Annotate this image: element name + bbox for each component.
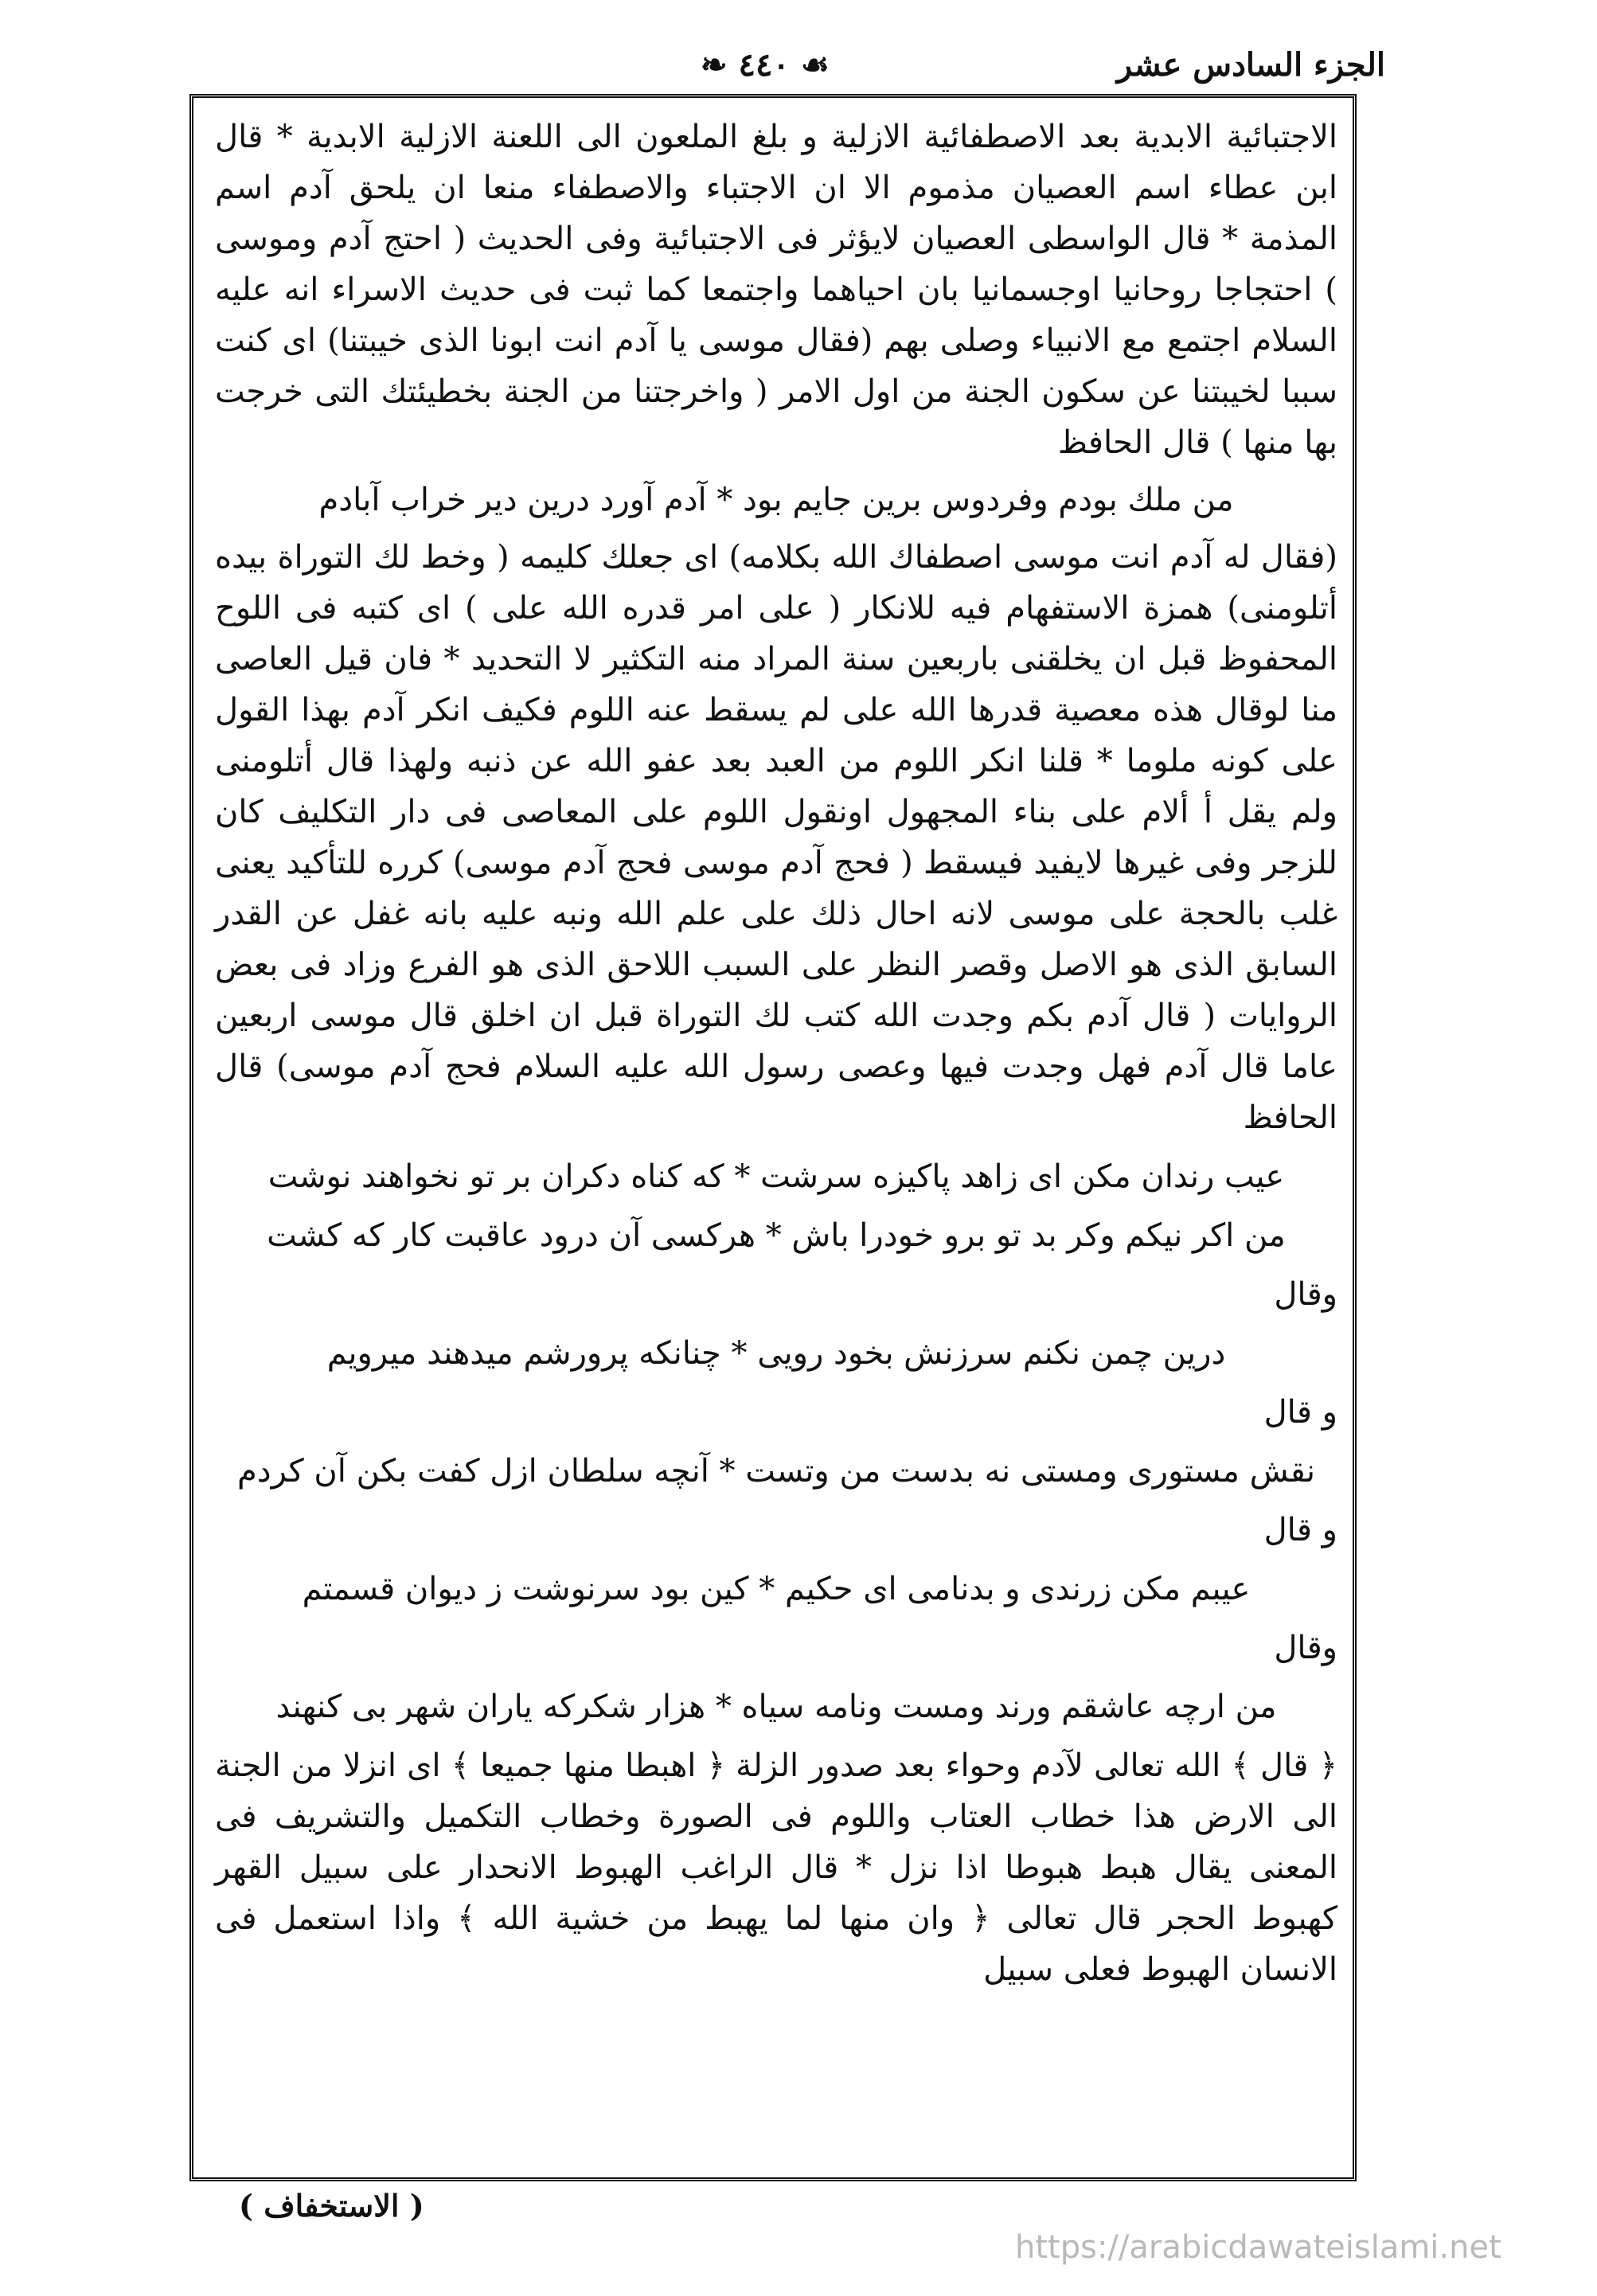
paragraph: الاجتبائية الابدية بعد الاصطفائية الازلية و بلغ الملعون الى اللعنة الازلية الابدية * قال ابن عطاء اسم العصيان مذموم الا ان الاجتباء والاصطفاء منعا ان يلحق آدم اسم المذمة * قال الواسطى العصيان لايؤثر فى الاجتبائية وفى الحديث ( احتج آدم وموسى ) احتجاجا روحانيا اوجسمانيا بان احياهما واجتمعا كما ثبت فى حديث الاسراء انه عليه السلام اجتمع مع الانبياء وصلى بهم (فقال موسى يا آدم انت ابونا الذى خيبتنا) اى كنت سببا لخيبتنا عن سكون الجنة من اول الامر ( واخرجتنا من الجنة بخطيئتك التى خرجت بها منها ) قال الحافظ <box>215 119 1337 461</box>
verse-line: عيب رندان مكن اى زاهد پاكيزه سرشت * كه كناه دكران بر تو نخواهند نوشت <box>267 1158 1285 1195</box>
verse-line: من اكر نيكم وكر بد تو برو خودرا باش * هركسى آن درود عاقبت كار كه كشت <box>267 1217 1286 1254</box>
watermark-url: https://arabicdawateislami.net <box>1015 2229 1501 2266</box>
verse-intro: وقال <box>1274 1630 1337 1666</box>
verse-line: نقش مستورى ومستى نه بدست من وتست * آنچه سلطان ازل كفت بكن آن كردم <box>236 1453 1315 1490</box>
verse-line: درين چمن نكنم سرزنش بخود رويى * چنانكه پرورشم ميدهند ميرويم <box>326 1335 1226 1372</box>
verse-line: عيبم مكن زرندى و بدنامى اى حكيم * كين بود سرنوشت ز ديوان قسمتم <box>302 1571 1251 1607</box>
verse-line: من ملك بودم وفردوس برين جايم بود * آدم آورد درين دير خراب آبادم <box>318 482 1234 518</box>
verse-intro: وقال <box>1274 1276 1337 1313</box>
paragraph: ﴿ قال ﴾ الله تعالى لآدم وحواء بعد صدور الزلة ﴿ اهبطا منها جميعا ﴾ اى انزلا من الجنة الى الارض هذا خطاب العتاب واللوم فى الصورة وخطاب التكميل والتشريف فى المعنى يقال هبط هبوطا اذا نزل * قال الراغب الهبوط الانحدار على سبيل القهر كهبوط الحجر قال تعالى ﴿ وان منها لما يهبط من خشية الله ﴾ واذا استعمل فى الانسان الهبوط فعلى سبيل <box>215 1747 1338 1988</box>
page-number: ❧ ٤٤٠ ☙ <box>701 46 830 84</box>
paragraph: (فقال له آدم انت موسى اصطفاك الله بكلامه) اى جعلك كليمه ( وخط لك التوراة بيده أتلومنى) همزة الاستفهام فيه للانكار ( على امر قدره الله على ) اى كتبه فى اللوح المحفوظ قبل ان يخلقنى باربعين سنة المراد منه التكثير لا التحديد * فان قيل العاصى منا لوقال هذه معصية قدرها الله على لم يسقط عنه اللوم فكيف انكر آدم بهذا القول على كونه ملوما * قلنا انكر اللوم من العبد بعد عفو الله عن ذنبه ولهذا قال أتلومنى ولم يقل أ ألام على بناء المجهول اونقول اللوم على المعاصى فى دار التكليف كان للزجر وفى غيرها لايفيد فيسقط ( فحج آدم موسى فحج آدم موسى) كرره للتأكيد يعنى غلب بالحجة على موسى لانه احال ذلك على علم الله ونبه عليه بانه غفل عن القدر السابق الذى هو الاصل وقصر النظر على السبب اللاحق الذى هو الفرع وزاد فى بعض الروايات ( قال آدم بكم وجدت الله كتب لك التوراة قبل ان اخلق قال موسى اربعين عاما قال آدم فهل وجدت فيها وعصى رسول الله عليه السلام فحج آدم موسى) قال الحافظ <box>215 539 1337 1136</box>
verse-intro: و قال <box>1263 1394 1337 1431</box>
page-body <box>215 111 1337 2165</box>
catchword: ( الاستخفاف ) <box>239 2188 424 2224</box>
running-head: الجزء السادس عشر <box>1116 46 1385 84</box>
verse-intro: و قال <box>1263 1512 1337 1548</box>
verse-line: من ارچه عاشقم ورند ومست ونامه سياه * هزار شكركه ياران شهر بى كنهند <box>275 1689 1277 1725</box>
